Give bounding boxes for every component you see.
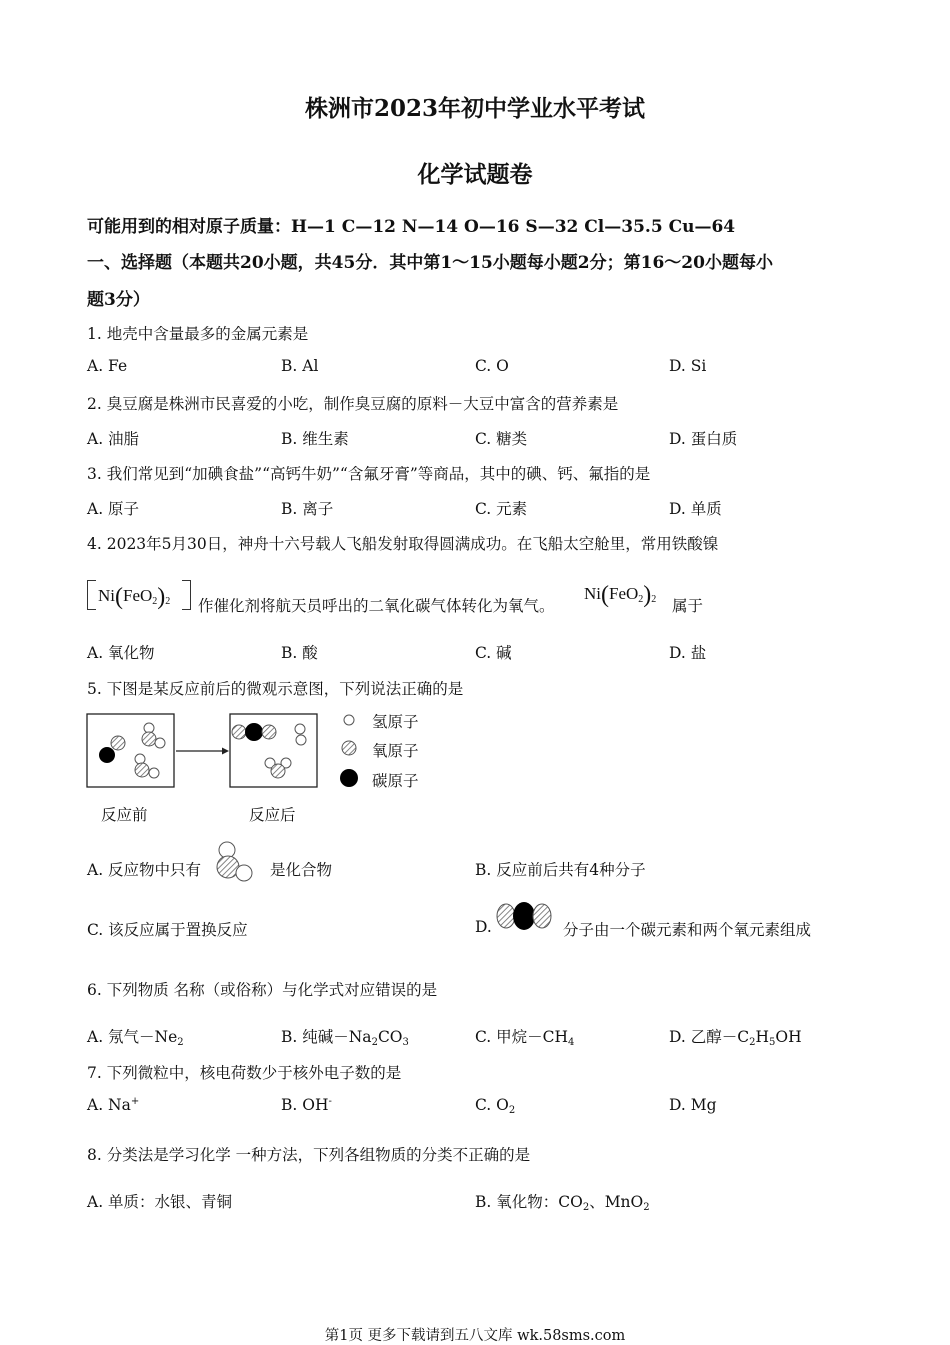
hydrogen-atom xyxy=(295,724,305,734)
question-1-stem: 1. 地壳中含量最多的金属元素是 xyxy=(87,325,309,343)
section-heading-line2: 题3分） xyxy=(87,290,150,310)
question-8-stem: 8. 分类法是学习化学 一种方法，下列各组物质的分类不正确的是 xyxy=(87,1146,531,1164)
q3-option-c: C. 元素 xyxy=(475,500,528,518)
q3-option-a: A. 原子 xyxy=(87,500,140,518)
formula-sub-2: 2 xyxy=(152,596,158,607)
q6-option-b: B. 纯碱$-Na_2CO_3$ xyxy=(281,1028,409,1048)
q4-option-a: A. 氧化物 xyxy=(87,644,155,662)
oxygen-atom xyxy=(135,763,149,777)
section-heading-line1: 一、选择题（本题共20小题，共45分．其中第1～15小题每小题2分；第16～20小题每小 xyxy=(87,253,773,273)
legend-oxygen-label: 氧原子 xyxy=(372,742,419,760)
q4-option-c: C. 碱 xyxy=(475,644,512,662)
legend-hydrogen-icon xyxy=(344,715,354,725)
before-box xyxy=(87,714,174,787)
q5-option-a-post: 是化合物 xyxy=(270,861,333,879)
formula-feo-2: FeO xyxy=(609,584,639,603)
atomic-masses: 可能用到的相对原子质量：H—1 C—12 N—14 O—16 S—32 Cl—35.5 Cu—64 xyxy=(87,217,736,237)
q5-option-b: B. 反应前后共有4种分子 xyxy=(475,861,646,879)
question-7-stem: 7. 下列微粒中，核电荷数少于核外电子数的是 xyxy=(87,1064,402,1082)
co2-molecule-oxygen xyxy=(497,904,515,928)
q5-option-c: C. 该反应属于置换反应 xyxy=(87,921,248,939)
q3-option-b: B. 离子 xyxy=(281,500,334,518)
formula-sub-2c: 2 xyxy=(638,594,644,605)
question-4-stem: 4. 2023年5月30日，神舟十六号载人飞船发射取得圆满成功。在飞船太空舱里，常用铁酸镍 xyxy=(87,535,719,553)
legend-hydrogen-label: 氢原子 xyxy=(372,713,419,731)
legend-oxygen-icon xyxy=(342,741,356,755)
formula-ni-feo2: $Ni(FeO_2)_2$ xyxy=(584,582,657,608)
formula-ni: Ni xyxy=(98,586,115,605)
q2-option-a: A. 油脂 xyxy=(87,430,140,448)
question-4-stem-end: 属于 xyxy=(672,597,704,615)
formula-sub-2b: 2 xyxy=(165,596,171,607)
q7-option-d: D. Mg xyxy=(669,1096,717,1114)
hydrogen-atom xyxy=(149,768,159,778)
q5-option-d-post: 分子由一个碳元素和两个氧元素组成 xyxy=(563,921,812,939)
carbon-atom xyxy=(99,747,115,763)
q5-option-d-pre: D. xyxy=(475,918,492,936)
page-footer: 第1页 更多下载请到五八文库 wk.58sms.com xyxy=(324,1328,626,1344)
hydrogen-atom xyxy=(296,735,306,745)
formula-feo: FeO xyxy=(123,586,153,605)
arrow-head xyxy=(222,748,229,755)
oxygen-atom xyxy=(111,736,125,750)
q1-option-d: D. Si xyxy=(669,357,707,375)
q4-option-d: D. 盐 xyxy=(669,644,707,662)
question-5-stem: 5. 下图是某反应前后的微观示意图，下列说法正确的是 xyxy=(87,680,464,698)
q2-option-d: D. 蛋白质 xyxy=(669,430,738,448)
q1-option-b: B. Al xyxy=(281,357,319,375)
oxygen-atom xyxy=(262,725,276,739)
water-molecule-hydrogen xyxy=(236,865,252,881)
q8-option-a: A. 单质：水银、青铜 xyxy=(87,1193,233,1211)
q5-option-a-pre: A. 反应物中只有 xyxy=(87,861,202,879)
exam-title: 株洲市2023年初中学业水平考试 xyxy=(304,95,645,122)
question-3-stem: 3. 我们常见到“加碘食盐”“高钙牛奶”“含氟牙膏”等商品，其中的碘、钙、氟指的是 xyxy=(87,465,651,483)
carbon-atom xyxy=(245,723,263,741)
hydrogen-atom xyxy=(135,754,145,764)
q7-option-b: B. OH- xyxy=(281,1096,332,1114)
q1-option-a: A. Fe xyxy=(87,357,128,375)
q8-option-b: B. 氧化物：$CO_2$、MnO$_2$ xyxy=(475,1193,650,1213)
oxygen-atom xyxy=(232,725,246,739)
q1-option-c: C. O xyxy=(475,357,509,375)
oxygen-atom xyxy=(142,732,156,746)
q2-option-c: C. 糖类 xyxy=(475,430,528,448)
legend-carbon-label: 碳原子 xyxy=(372,772,419,790)
hydrogen-atom xyxy=(155,738,165,748)
formula-sub-2d: 2 xyxy=(651,594,657,605)
q3-option-d: D. 单质 xyxy=(669,500,722,518)
label-after-reaction: 反应后 xyxy=(249,806,296,824)
q7-option-c: C. $O_2$ xyxy=(475,1096,516,1116)
oxygen-atom xyxy=(271,764,285,778)
legend-carbon-icon xyxy=(340,769,358,787)
formula-ni-2: Ni xyxy=(584,584,601,603)
q6-option-a: A. 氖气$-Ne_2$ xyxy=(87,1028,184,1048)
question-6-stem: 6. 下列物质 名称（或俗称）与化学式对应错误的是 xyxy=(87,981,438,999)
q2-option-b: B. 维生素 xyxy=(281,430,349,448)
paper-subtitle: 化学试题卷 xyxy=(417,161,533,188)
q7-option-a: A. Na+ xyxy=(87,1096,140,1114)
q6-option-d: D. 乙醇$-C_2H_5OH$ xyxy=(669,1028,802,1048)
co2-molecule-carbon xyxy=(513,902,535,930)
co2-molecule-oxygen xyxy=(533,904,551,928)
q6-option-c: C. 甲烷$-CH_4$ xyxy=(475,1028,575,1048)
label-before-reaction: 反应前 xyxy=(101,806,148,824)
question-2-stem: 2. 臭豆腐是株洲市民喜爱的小吃，制作臭豆腐的原料－大豆中富含的营养素是 xyxy=(87,395,619,413)
question-4-stem-mid: 作催化剂将航天员呼出的二氧化碳气体转化为氧气。 xyxy=(198,597,555,615)
q4-option-b: B. 酸 xyxy=(281,644,318,662)
